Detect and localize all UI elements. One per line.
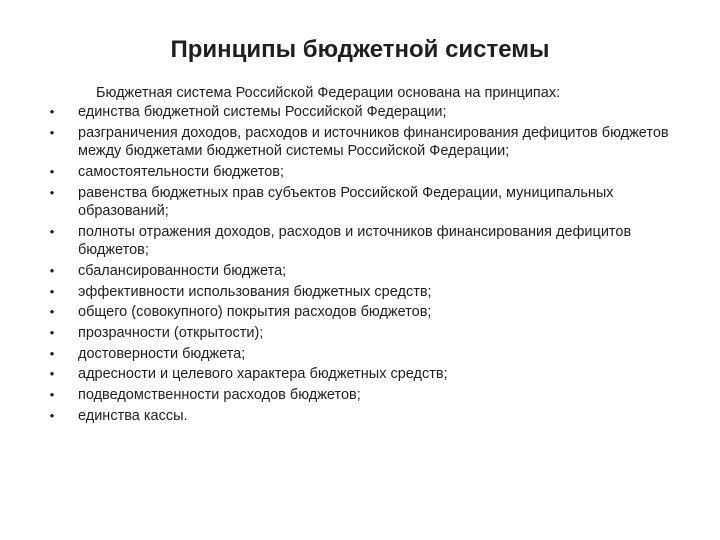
list-item-text: разграничения доходов, расходов и источников финансирования дефицитов бюджетов между бюджетами бюджетной системы Российской Федерации; xyxy=(78,124,669,160)
list-item-text: адресности и целевого характера бюджетных средств; xyxy=(78,366,448,383)
bullet-icon: • xyxy=(49,104,55,119)
list-item xyxy=(42,283,682,302)
bullet-icon: • xyxy=(49,262,55,278)
list-item-text: общего (совокупного) покрытия расходов бюджетов; xyxy=(78,304,432,321)
list-item xyxy=(42,407,682,426)
list-item xyxy=(42,386,682,405)
list-item xyxy=(42,365,682,384)
principles-list xyxy=(42,103,682,427)
bullet-icon: • xyxy=(49,325,55,340)
bullet-icon: • xyxy=(49,124,55,140)
list-item xyxy=(42,124,682,161)
list-item-text: прозрачности (открытости); xyxy=(78,325,264,341)
list-item xyxy=(42,103,682,122)
intro-text: Бюджетная система Российской Федерации основана на принципах: xyxy=(96,85,561,101)
list-item-text: подведомственности расходов бюджетов; xyxy=(78,387,361,404)
bullet-icon: • xyxy=(49,223,55,239)
bullet-icon: • xyxy=(49,283,55,299)
list-item xyxy=(42,163,682,182)
bullet-icon: • xyxy=(49,304,55,320)
list-item xyxy=(42,345,682,364)
bullet-icon: • xyxy=(49,345,55,361)
bullet-icon: • xyxy=(49,366,55,382)
slide-title: Принципы бюджетной системы xyxy=(170,36,550,63)
bullet-icon: • xyxy=(49,163,55,179)
bullet-icon: • xyxy=(49,387,55,403)
list-item xyxy=(42,223,682,260)
list-item xyxy=(42,303,682,322)
list-item-text: эффективности использования бюджетных средств; xyxy=(78,283,432,300)
list-item xyxy=(42,184,682,221)
list-item xyxy=(42,324,682,343)
list-item-text: самостоятельности бюджетов; xyxy=(78,163,285,180)
list-item-text: равенства бюджетных прав субъектов Российской Федерации, муниципальных образований; xyxy=(78,184,614,220)
list-item xyxy=(42,262,682,281)
list-item-text: сбалансированности бюджета; xyxy=(78,262,287,279)
bullet-icon: • xyxy=(49,184,55,200)
list-item-text: единства кассы. xyxy=(78,407,188,424)
bullet-icon: • xyxy=(49,407,55,423)
list-item-text: достоверности бюджета; xyxy=(78,345,246,362)
list-item-text: полноты отражения доходов, расходов и источников финансирования дефицитов бюджетов; xyxy=(78,223,632,259)
list-item-text: единства бюджетной системы Российской Федерации; xyxy=(78,104,447,120)
